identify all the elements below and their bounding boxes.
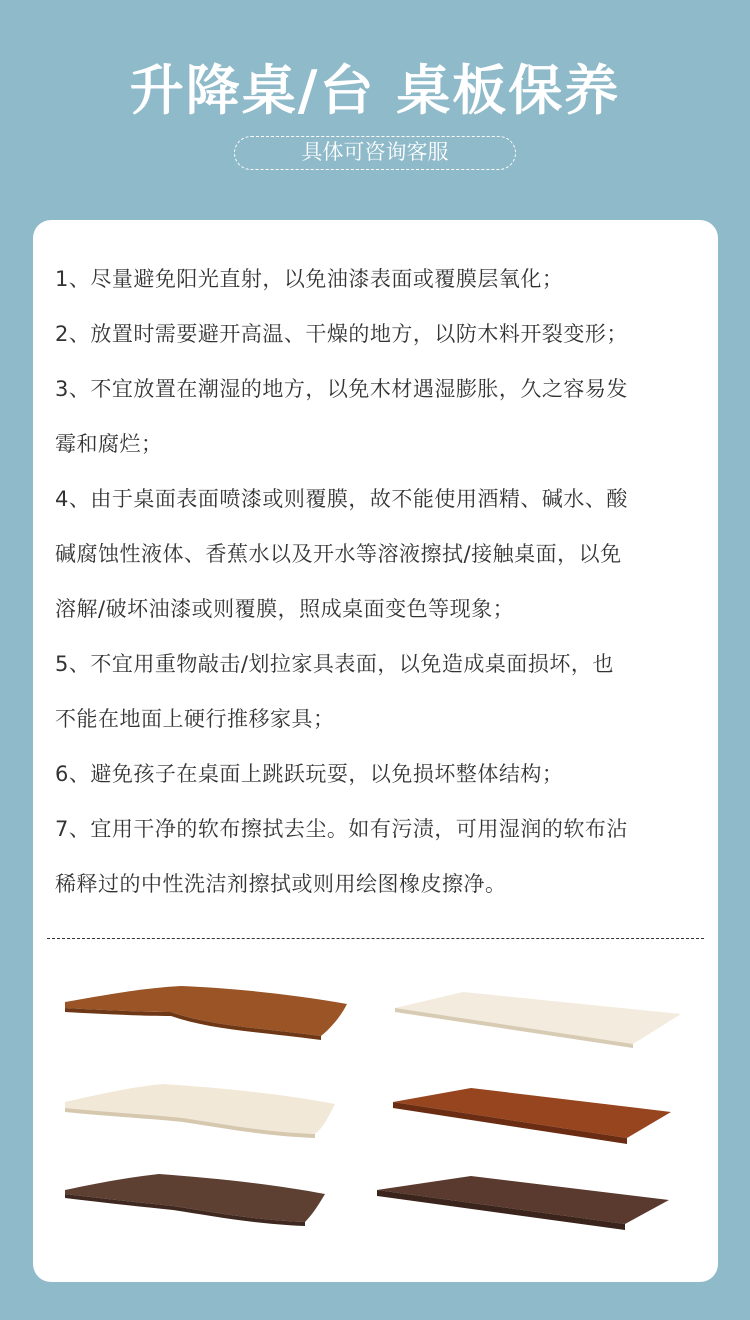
care-line: 溶解/破坏油漆或则覆膜，照成桌面变色等现象； xyxy=(55,597,515,621)
care-instructions-list xyxy=(55,252,701,912)
care-line: 霉和腐烂； xyxy=(55,432,163,456)
board-curved-walnut xyxy=(61,982,351,1046)
board-rect-teak xyxy=(391,1086,673,1148)
board-rect-maple xyxy=(393,990,683,1052)
care-line: 7、宜用干净的软布擦拭去尘。如有污渍，可用湿润的软布沾 xyxy=(55,817,628,841)
care-line: 4、由于桌面表面喷漆或则覆膜，故不能使用酒精、碱水、酸 xyxy=(55,487,628,511)
care-line: 2、放置时需要避开高温、干燥的地方，以防木料开裂变形； xyxy=(55,322,628,346)
care-line: 稀释过的中性洗洁剂擦拭或则用绘图橡皮擦净。 xyxy=(55,872,507,896)
board-curved-maple xyxy=(63,1082,343,1144)
care-line: 碱腐蚀性液体、香蕉水以及开水等溶液擦拭/接触桌面，以免 xyxy=(55,542,622,566)
care-line: 6、避免孩子在桌面上跳跃玩耍，以免损坏整体结构； xyxy=(55,762,564,786)
care-line: 3、不宜放置在潮湿的地方，以免木材遇湿膨胀，久之容易发 xyxy=(55,377,628,401)
board-curved-dark-walnut xyxy=(63,1172,329,1234)
care-line: 1、尽量避免阳光直射，以免油漆表面或覆膜层氧化； xyxy=(55,267,564,291)
care-line: 5、不宜用重物敲击/划拉家具表面，以免造成桌面损坏，也 xyxy=(55,652,614,676)
page-title: 升降桌/台 桌板保养 xyxy=(129,59,621,122)
consult-service-badge: 具体可咨询客服 xyxy=(234,136,516,170)
board-rect-dark-walnut xyxy=(375,1174,671,1234)
dashed-divider xyxy=(47,938,704,939)
desktop-board-gallery xyxy=(33,970,718,1250)
care-line: 不能在地面上硬行推移家具； xyxy=(55,707,335,731)
care-instructions-card xyxy=(33,220,718,1282)
